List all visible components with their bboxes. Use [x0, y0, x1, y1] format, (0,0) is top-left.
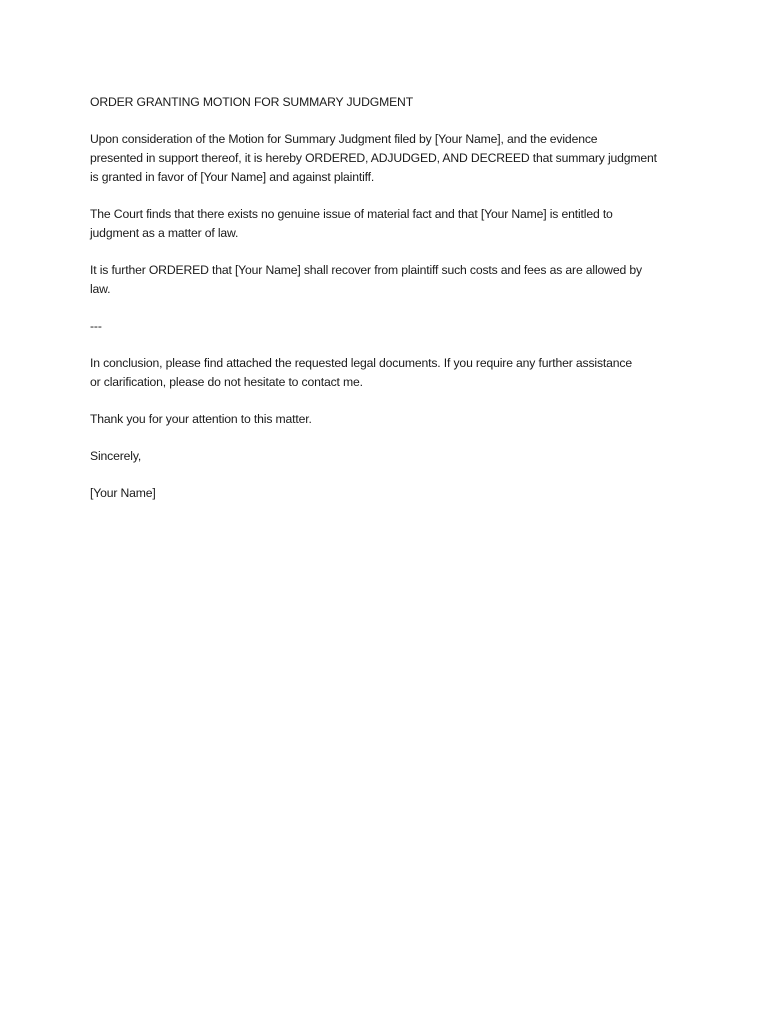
paragraph-line: The Court finds that there exists no genuine issue of material fact and that [Your Name] is entitled to: [90, 207, 613, 221]
paragraph-court-finds: [90, 205, 680, 243]
paragraph-line: In conclusion, please find attached the requested legal documents. If you require any further assistance: [90, 356, 632, 370]
closing-line: [90, 447, 680, 466]
separator: [90, 317, 680, 336]
paragraph-line: presented in support thereof, it is hereby ORDERED, ADJUDGED, AND DECREED that summary judgment: [90, 151, 657, 165]
paragraph-consideration: [90, 130, 680, 187]
paragraph-conclusion: [90, 354, 680, 392]
paragraph-line: judgment as a matter of law.: [90, 226, 239, 240]
paragraph-line: It is further ORDERED that [Your Name] shall recover from plaintiff such costs and fees as are allowed by: [90, 263, 642, 277]
thanks-line: [90, 410, 680, 429]
separator-text: ---: [90, 319, 102, 333]
title-line: ORDER GRANTING MOTION FOR SUMMARY JUDGMENT: [90, 95, 413, 109]
document-title: [90, 93, 680, 112]
paragraph-line: Upon consideration of the Motion for Summary Judgment filed by [Your Name], and the evidence: [90, 132, 598, 146]
document-body: [90, 93, 680, 521]
closing-text: Sincerely,: [90, 449, 142, 463]
signature-line: [90, 484, 680, 503]
paragraph-costs: [90, 261, 680, 299]
paragraph-line: or clarification, please do not hesitate to contact me.: [90, 375, 363, 389]
signature-text: [Your Name]: [90, 486, 156, 500]
paragraph-line: law.: [90, 282, 111, 296]
paragraph-line: is granted in favor of [Your Name] and against plaintiff.: [90, 170, 375, 184]
thanks-text: Thank you for your attention to this matter.: [90, 412, 312, 426]
